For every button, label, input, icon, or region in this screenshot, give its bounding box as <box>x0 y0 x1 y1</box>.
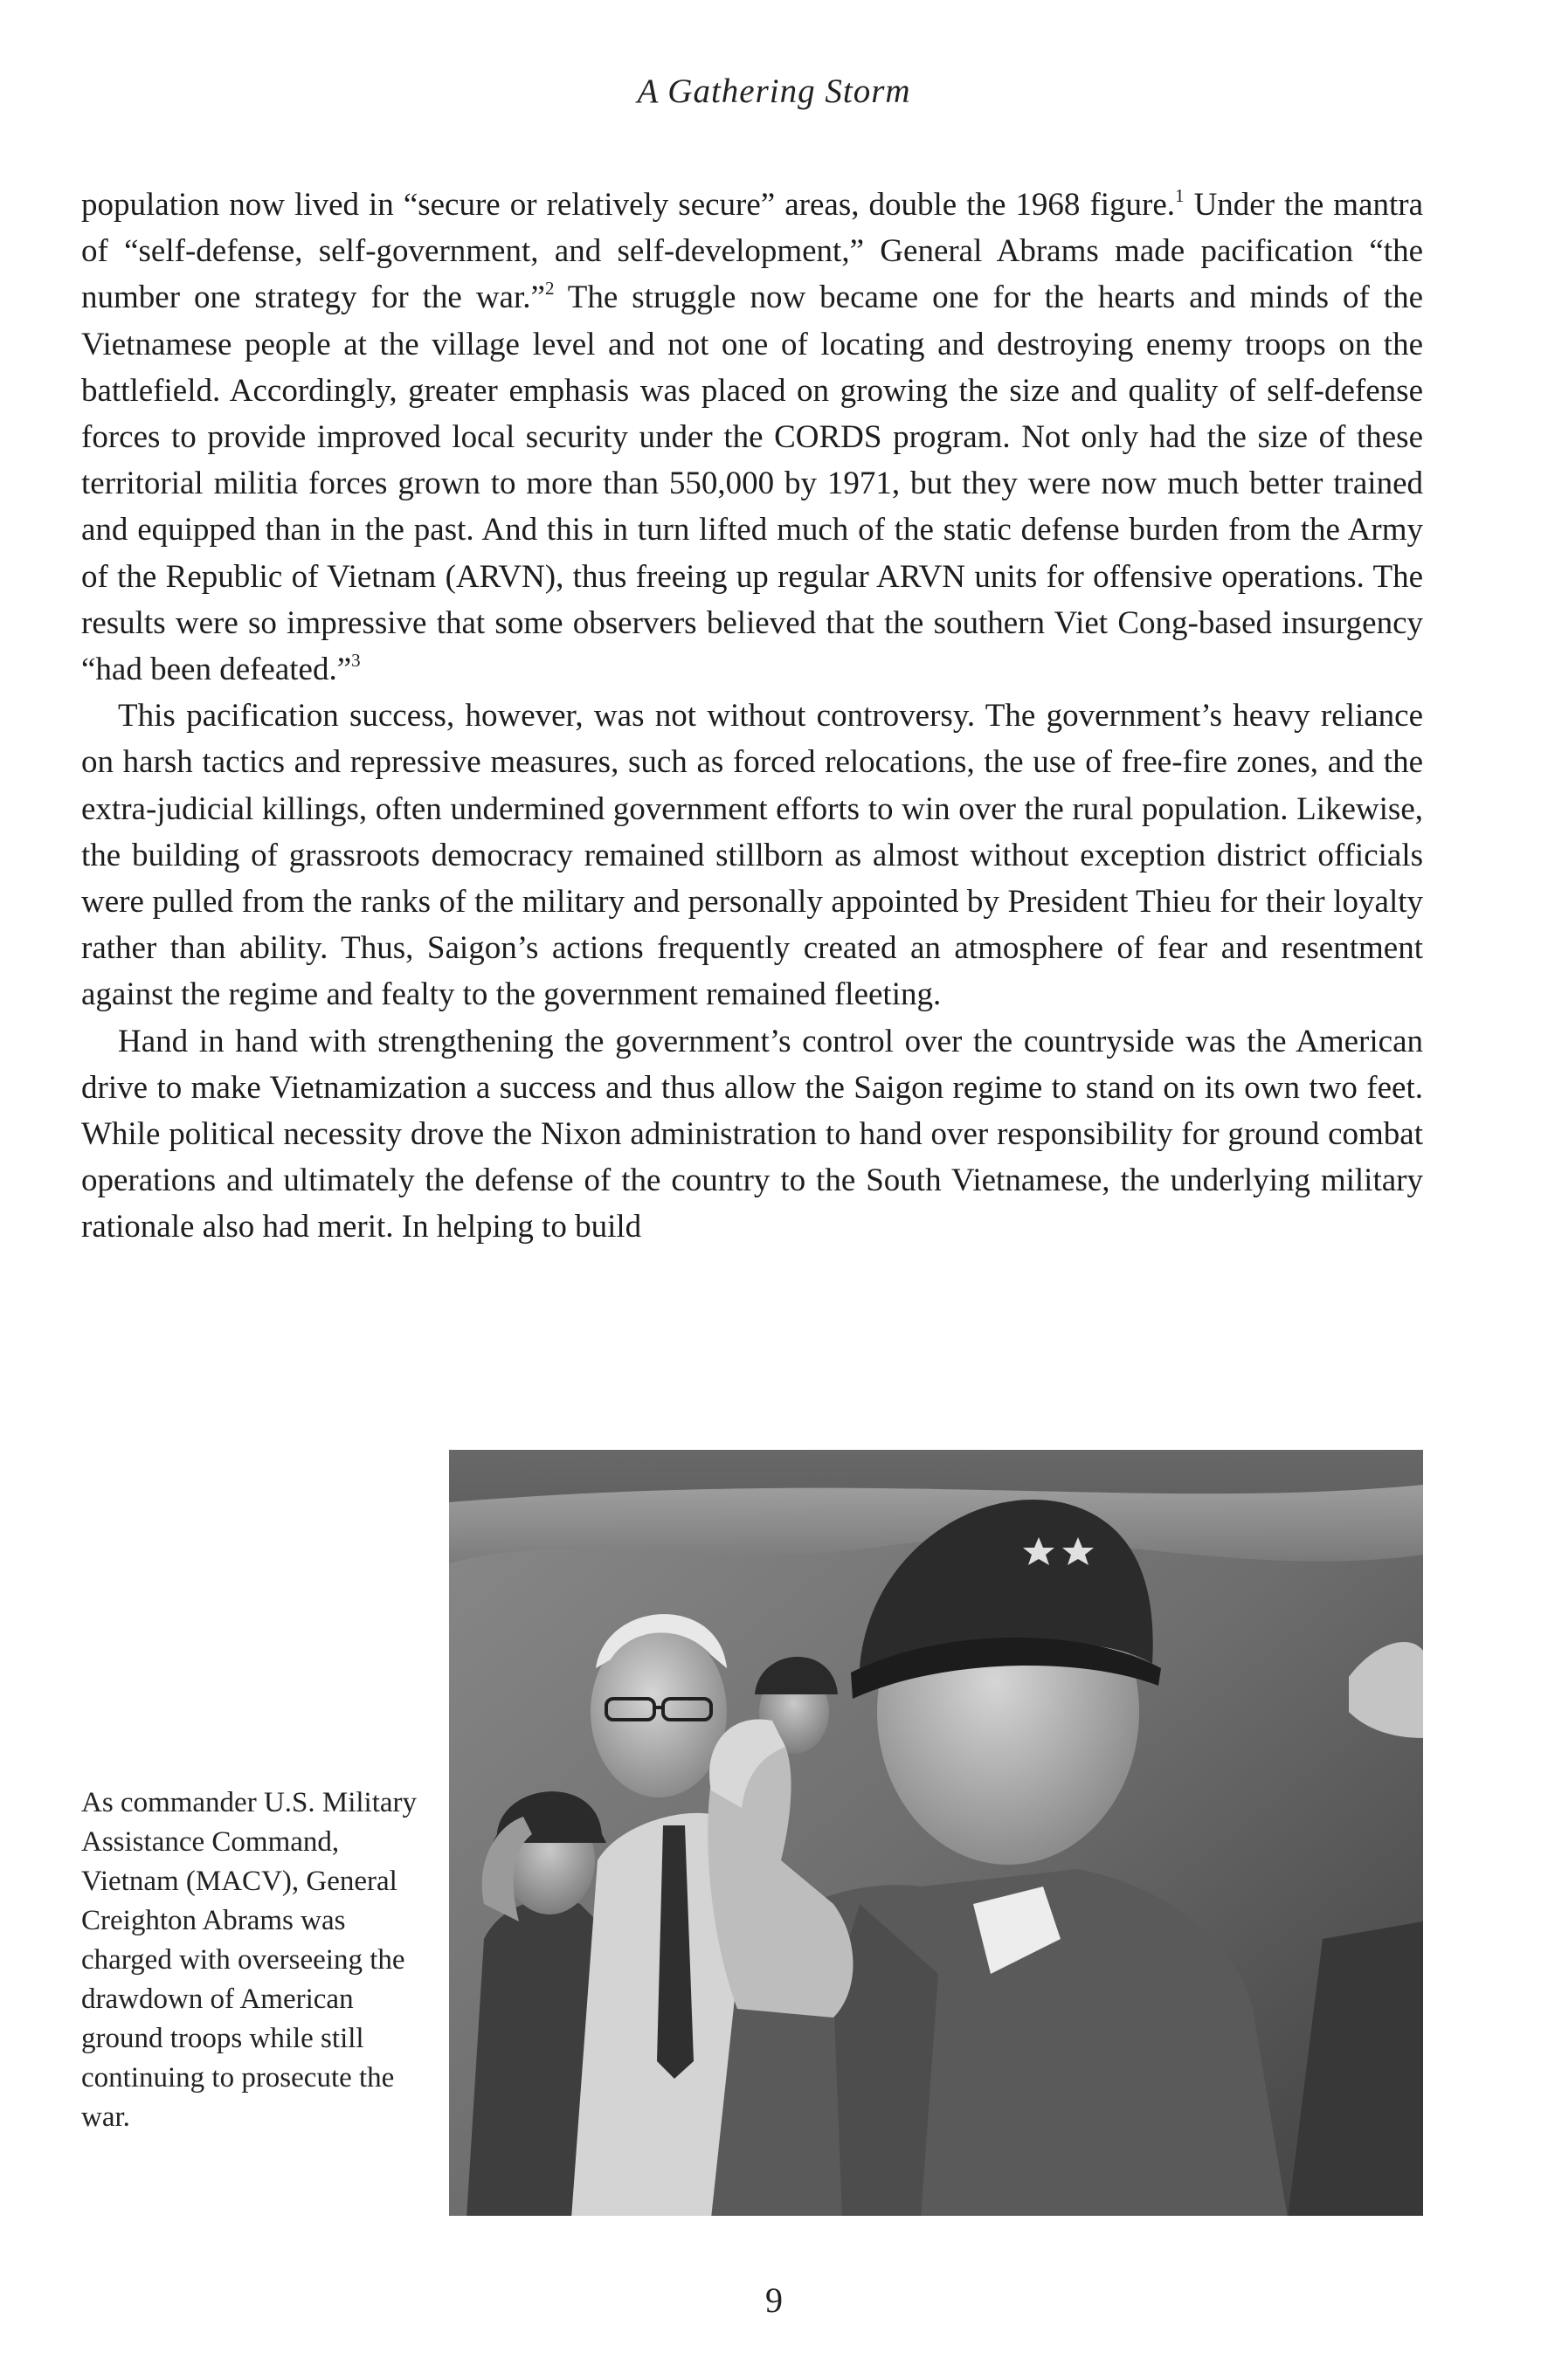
paragraph-text: This pacification success, however, was not without controversy. The government’s heavy reliance on harsh tactics and repressive measures, such as forced relocations, the use of free-fire zones, and the extra-judicial killings, often undermined government efforts to win over the rural population. Likewise, the building of grassroots democracy remained stillborn as almost without exception district officials were pulled from the ranks of the military and personally appointed by President Thieu for their loyalty rather than ability. Thus, Saigon’s actions frequently created an atmosphere of fear and resentment against the regime and fealty to the government remained fleeting. <box>81 698 1423 1013</box>
body-text <box>81 182 1423 1251</box>
paragraph <box>81 693 1423 1018</box>
footnote-marker[interactable]: 1 <box>1175 185 1185 206</box>
paragraph-text: Under the mantra of “self-defense, self-government, and self-development,” General Abrams made pacification “the number one strategy for the war.” <box>81 187 1423 316</box>
photograph <box>449 1450 1423 2216</box>
paragraph <box>81 182 1423 693</box>
running-title: A Gathering Storm <box>637 72 911 110</box>
footnote-marker[interactable]: 2 <box>544 278 555 300</box>
footnote-marker[interactable]: 3 <box>351 650 361 672</box>
paragraph <box>81 1018 1423 1251</box>
figure-caption: As commander U.S. Military Assistance Command, Vietnam (MACV), General Creighton Abrams was charged with overseeing the drawdown of American ground troops while still continuing to prosecute the war. <box>81 1787 418 2133</box>
paragraph-text: The struggle now became one for the hearts and minds of the Vietnamese people at the village level and not one of locating and destroying enemy troops on the battlefield. Accordingly, greater emphasis was placed on growing the size and quality of self-defense forces to provide improved local security under the CORDS program. Not only had the size of these territorial militia forces grown to more than 550,000 by 1971, but they were now much better trained and equipped than in the past. And this in turn lifted much of the static defense burden from the Army of the Republic of Vietnam (ARVN), thus freeing up regular ARVN units for offensive operations. The results were so impressive that some observers believed that the southern Viet Cong-based insurgency “had been defeated.” <box>81 279 1424 688</box>
paragraph-text: population now lived in “secure or relatively secure” areas, double the 1968 figure. <box>81 187 1176 223</box>
page-number: 9 <box>765 2280 783 2320</box>
paragraph-text: Hand in hand with strengthening the government’s control over the countryside was the American drive to make Vietnamization a success and thus allow the Saigon regime to stand on its own two feet. While political necessity drove the Nixon administration to hand over responsibility for ground combat operations and ultimately the defense of the country to the South Vietnamese, the underlying military rationale also had merit. In helping to build <box>81 1023 1423 1245</box>
